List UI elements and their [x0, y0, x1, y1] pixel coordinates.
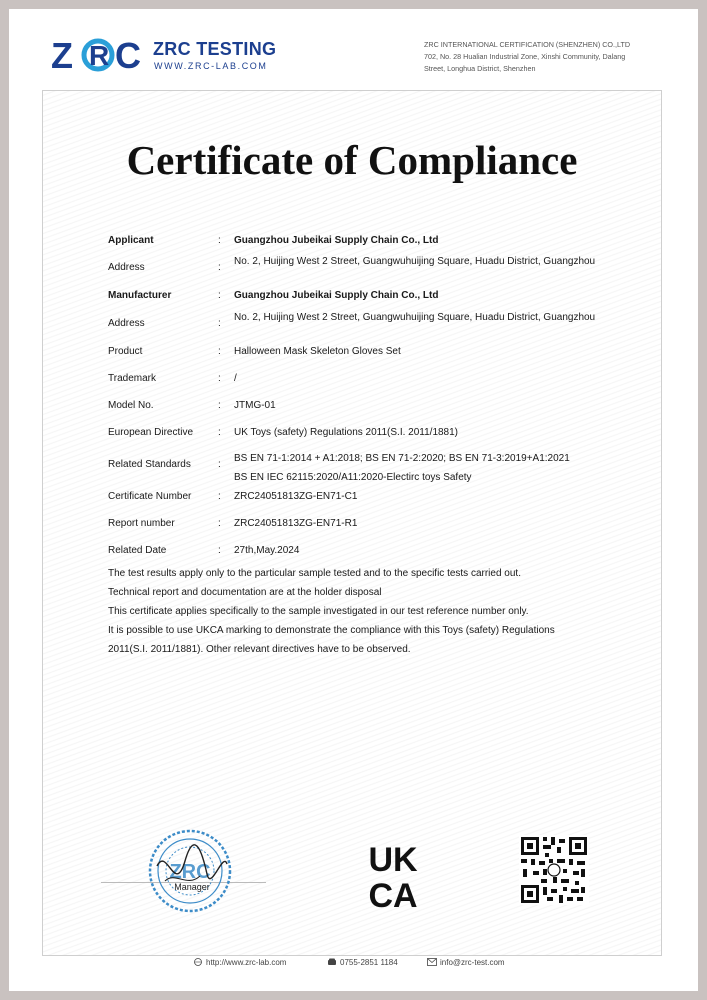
field-label: Address: [108, 318, 145, 329]
seal-text: ZRC: [169, 861, 211, 883]
field-value: UK Toys (safety) Regulations 2011(S.I. 2011/1881): [234, 427, 459, 438]
company-info: [424, 39, 664, 75]
field-value: JTMG-01: [234, 400, 276, 411]
compliance-statements: [108, 564, 608, 659]
field-colon: :: [218, 427, 221, 438]
statement-line: This certificate applies specifically to the sample investigated in our test reference number only.: [108, 606, 529, 617]
field-label: Certificate Number: [108, 491, 192, 502]
ukca-line1: UK: [368, 841, 418, 879]
header: [9, 9, 698, 89]
certificate-page: [9, 9, 698, 991]
field-colon: :: [218, 290, 221, 301]
field-label: Model No.: [108, 400, 154, 411]
field-colon: :: [218, 318, 221, 329]
brand-name: ZRC TESTING: [153, 39, 277, 59]
company-name: ZRC INTERNATIONAL CERTIFICATION (SHENZHEN) CO.,LTD: [424, 40, 631, 49]
certificate-frame: [42, 90, 662, 956]
zrc-logo: [51, 35, 291, 85]
field-value: Guangzhou Jubeikai Supply Chain Co., Ltd: [234, 290, 439, 301]
ukca-line2: CA: [368, 877, 418, 911]
company-address-line1: 702, No. 28 Hualian Industrial Zone, Xinshi Community, Dalang: [424, 52, 626, 61]
field-value: No. 2, Huijing West 2 Street, Guangwuhuijing Square, Huadu District, Guangzhou: [234, 312, 596, 323]
footer-phone[interactable]: [327, 958, 398, 967]
footer-website[interactable]: [193, 958, 286, 967]
svg-text:C: C: [115, 35, 141, 75]
field-colon: :: [218, 491, 221, 502]
field-colon: :: [218, 373, 221, 384]
field-colon: :: [218, 235, 221, 246]
field-label: Product: [108, 346, 143, 357]
field-label: Address: [108, 262, 145, 273]
field-colon: :: [218, 262, 221, 273]
field-label: Report number: [108, 518, 175, 529]
signature-title: Manager: [174, 882, 210, 892]
field-colon: :: [218, 518, 221, 529]
globe-icon: [193, 958, 203, 966]
statement-line: The test results apply only to the particular sample tested and to the specific tests carried out.: [108, 568, 521, 579]
svg-text:Z: Z: [51, 35, 73, 75]
footer-website-text: http://www.zrc-lab.com: [206, 958, 287, 967]
footer: [9, 958, 698, 978]
field-value: /: [234, 373, 237, 384]
field-colon: :: [218, 400, 221, 411]
phone-icon: [327, 958, 337, 966]
field-value-line1: BS EN 71-1:2014 + A1:2018; BS EN 71-2:2020; BS EN 71-3:2019+A1:2021: [234, 453, 570, 464]
field-label: European Directive: [108, 427, 194, 438]
ukca-mark-icon: [358, 841, 428, 911]
qr-code-icon: [519, 835, 589, 905]
field-value: ZRC24051813ZG-EN71-R1: [234, 518, 358, 529]
field-colon: :: [218, 346, 221, 357]
field-value: Halloween Mask Skeleton Gloves Set: [234, 346, 401, 357]
field-value: Guangzhou Jubeikai Supply Chain Co., Ltd: [234, 235, 439, 246]
company-seal-icon: [145, 826, 235, 916]
brand-website: WWW.ZRC-LAB.COM: [154, 61, 268, 71]
field-value-line2: BS EN IEC 62115:2020/A11:2020-Electirc toys Safety: [234, 472, 472, 483]
field-value: ZRC24051813ZG-EN71-C1: [234, 491, 358, 502]
statement-line: 2011(S.I. 2011/1881). Other relevant directives have to be observed.: [108, 644, 411, 655]
footer-email-text: info@zrc-test.com: [440, 958, 505, 967]
statement-line: It is possible to use UKCA marking to demonstrate the compliance with this Toys (safety) Regulations: [108, 625, 555, 636]
field-colon: :: [218, 459, 221, 470]
company-address-line2: Street, Longhua District, Shenzhen: [424, 64, 536, 73]
field-label: Applicant: [108, 235, 154, 246]
field-label: Related Standards: [108, 459, 191, 470]
statement-line: Technical report and documentation are at the holder disposal: [108, 587, 382, 598]
field-label: Manufacturer: [108, 290, 172, 301]
field-label: Trademark: [108, 373, 156, 384]
field-value: No. 2, Huijing West 2 Street, Guangwuhuijing Square, Huadu District, Guangzhou: [234, 256, 596, 267]
footer-phone-text: 0755-2851 1184: [340, 958, 398, 967]
field-value: 27th,May.2024: [234, 545, 300, 556]
footer-email[interactable]: [427, 958, 505, 967]
certificate-title: Certificate of Compliance: [126, 137, 578, 183]
mail-icon: [427, 958, 437, 966]
zrc-logo-mark-icon: [51, 35, 149, 75]
field-label: Related Date: [108, 545, 167, 556]
svg-text:R: R: [89, 40, 110, 71]
field-colon: :: [218, 545, 221, 556]
